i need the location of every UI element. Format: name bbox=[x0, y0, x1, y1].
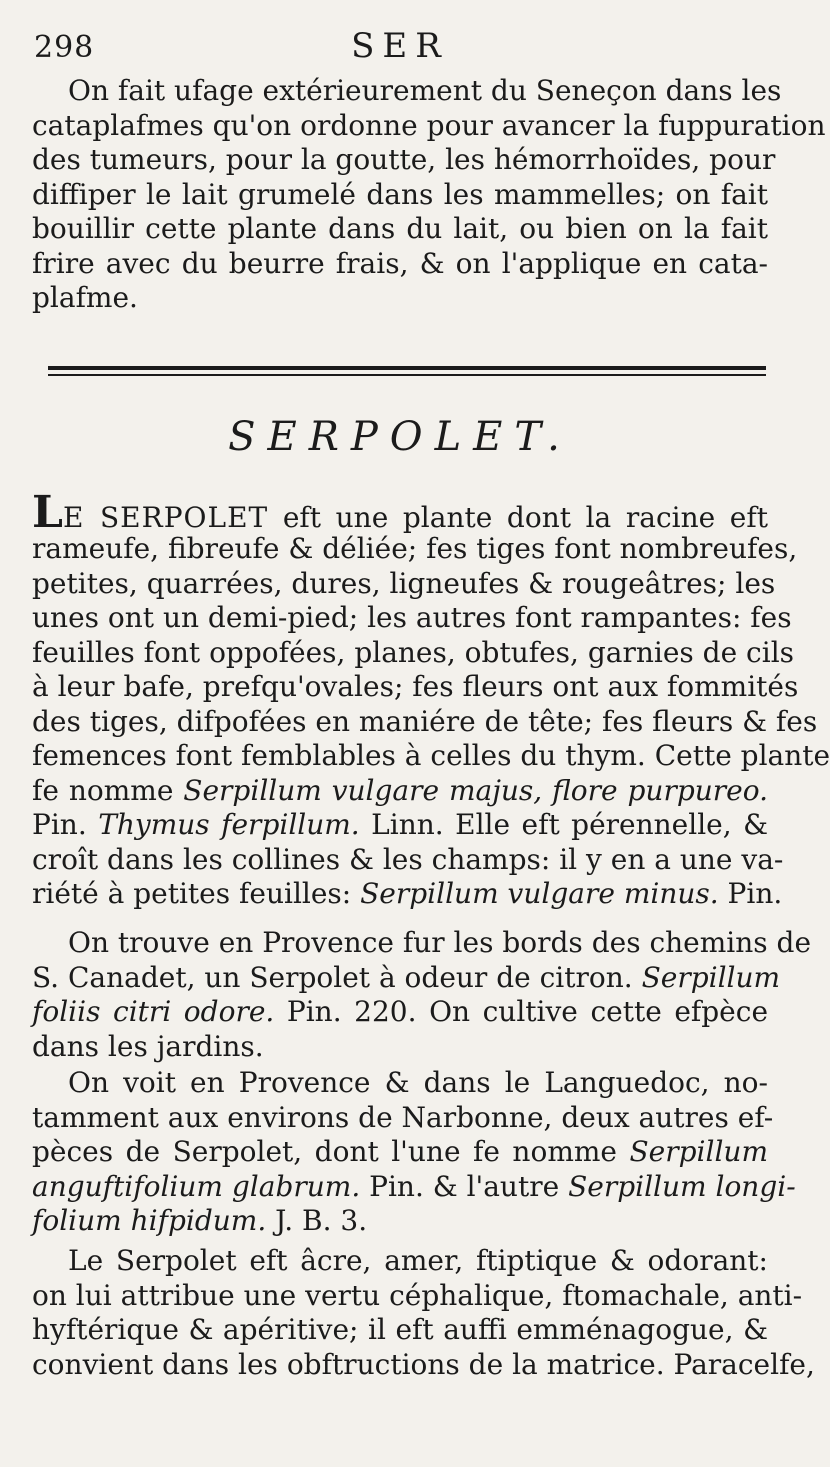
text-line: Le Serpolet eft âcre, amer, ftiptique & odorant: bbox=[68, 1244, 768, 1277]
text-line: frire avec du beurre frais, & on l'applique en cata- bbox=[32, 246, 768, 280]
text-line bbox=[32, 1135, 768, 1170]
text-line: tamment aux environs de Narbonne, deux autres ef- bbox=[32, 1100, 774, 1134]
text-line: plafme. bbox=[32, 281, 138, 314]
latin-name: foliis citri odore. bbox=[32, 995, 275, 1028]
text-line: On voit en Provence & dans le Languedoc, no- bbox=[68, 1066, 768, 1099]
caps-heading: E SERPOLET bbox=[62, 501, 269, 534]
latin-name: anguftifolium glabrum. bbox=[32, 1169, 361, 1203]
latin-name: Serpillum longi- bbox=[568, 1169, 796, 1203]
serpolet-paragraph-4 bbox=[32, 1244, 815, 1382]
text-fragment: fe nomme bbox=[32, 773, 184, 807]
text-fragment: Pin. & l'autre bbox=[360, 1169, 569, 1203]
latin-name: Serpillum vulgare majus, flore purpureo. bbox=[183, 773, 769, 807]
text-line bbox=[32, 1169, 796, 1205]
text-line: croît dans les collines & les champs: il y en a une va- bbox=[32, 842, 784, 876]
text-line bbox=[32, 808, 768, 843]
text-line: petites, quarrées, dures, ligneufes & rougeâtres; les bbox=[32, 566, 776, 600]
text-line bbox=[32, 877, 783, 912]
text-fragment: eft une plante dont la racine eft bbox=[268, 501, 768, 534]
drop-cap: L bbox=[32, 487, 63, 538]
text-line bbox=[32, 960, 781, 996]
top-paragraph bbox=[32, 74, 826, 316]
text-fragment: pèces de Serpolet, dont l'une fe nomme bbox=[32, 1135, 630, 1168]
section-divider-thick bbox=[48, 366, 766, 370]
text-line: On fait ufage extérieurement du Seneçon dans les bbox=[68, 74, 782, 107]
latin-name: Thymus ferpillum. bbox=[98, 808, 360, 841]
text-line bbox=[32, 1204, 768, 1239]
section-divider-thin bbox=[48, 374, 766, 376]
text-line: hyftérique & apéritive; il eft auffi emménagogue, & bbox=[32, 1313, 768, 1346]
serpolet-paragraph-3 bbox=[32, 1066, 796, 1239]
running-head: SER bbox=[351, 26, 449, 66]
text-line: unes ont un demi-pied; les autres font rampantes: fes bbox=[32, 601, 792, 634]
text-fragment: Pin. bbox=[718, 877, 783, 910]
text-line: des tumeurs, pour la goutte, les hémorrhoïdes, pour bbox=[32, 143, 776, 176]
text-line: femences font femblables à celles du thym. Cette plante bbox=[32, 739, 830, 772]
text-line: cataplafmes qu'on ordonne pour avancer la fuppuration bbox=[32, 108, 826, 142]
text-line: convient dans les obftructions de la matrice. Paracelfe, bbox=[32, 1347, 815, 1381]
text-line-first bbox=[32, 487, 768, 538]
text-fragment: riété à petites feuilles: bbox=[32, 877, 361, 910]
latin-name: folium hifpidum. bbox=[32, 1204, 267, 1237]
text-line: feuilles font oppofées, planes, obtufes, garnies de cils bbox=[32, 635, 795, 669]
text-fragment: Linn. Elle eft pérennelle, & bbox=[359, 808, 768, 841]
latin-name: Serpillum vulgare minus. bbox=[360, 877, 719, 910]
text-line: dans les jardins. bbox=[32, 1029, 264, 1063]
text-fragment: Pin. bbox=[32, 808, 99, 841]
text-line: On trouve en Provence fur les bords des chemins de bbox=[68, 926, 812, 959]
serpolet-paragraph-2 bbox=[32, 926, 812, 1064]
text-line bbox=[32, 995, 768, 1030]
serpolet-paragraph-1 bbox=[32, 487, 830, 912]
text-line: on lui attribue une vertu céphalique, ftomachale, anti- bbox=[32, 1278, 803, 1312]
text-fragment: S. Canadet, un Serpolet à odeur de citron. bbox=[32, 960, 642, 994]
text-fragment: J. B. 3. bbox=[266, 1204, 368, 1237]
text-fragment: Pin. 220. On cultive cette efpèce bbox=[274, 995, 769, 1028]
text-line bbox=[32, 774, 768, 809]
section-title: SERPOLET. bbox=[228, 414, 572, 460]
latin-name: Serpillum bbox=[629, 1135, 768, 1168]
page-number: 298 bbox=[34, 30, 95, 65]
text-line: rameufe, fibreufe & déliée; fes tiges font nombreufes, bbox=[32, 532, 798, 565]
text-line: des tiges, difpofées en maniére de tête; fes fleurs & fes bbox=[32, 704, 818, 738]
text-line: diffiper le lait grumelé dans les mammelles; on fait bbox=[32, 177, 768, 211]
text-line: à leur bafe, prefqu'ovales; fes fleurs ont aux fommités bbox=[32, 670, 799, 703]
text-line: bouillir cette plante dans du lait, ou bien on la fait bbox=[32, 212, 768, 245]
page-header bbox=[30, 22, 770, 72]
latin-name: Serpillum bbox=[641, 960, 781, 994]
